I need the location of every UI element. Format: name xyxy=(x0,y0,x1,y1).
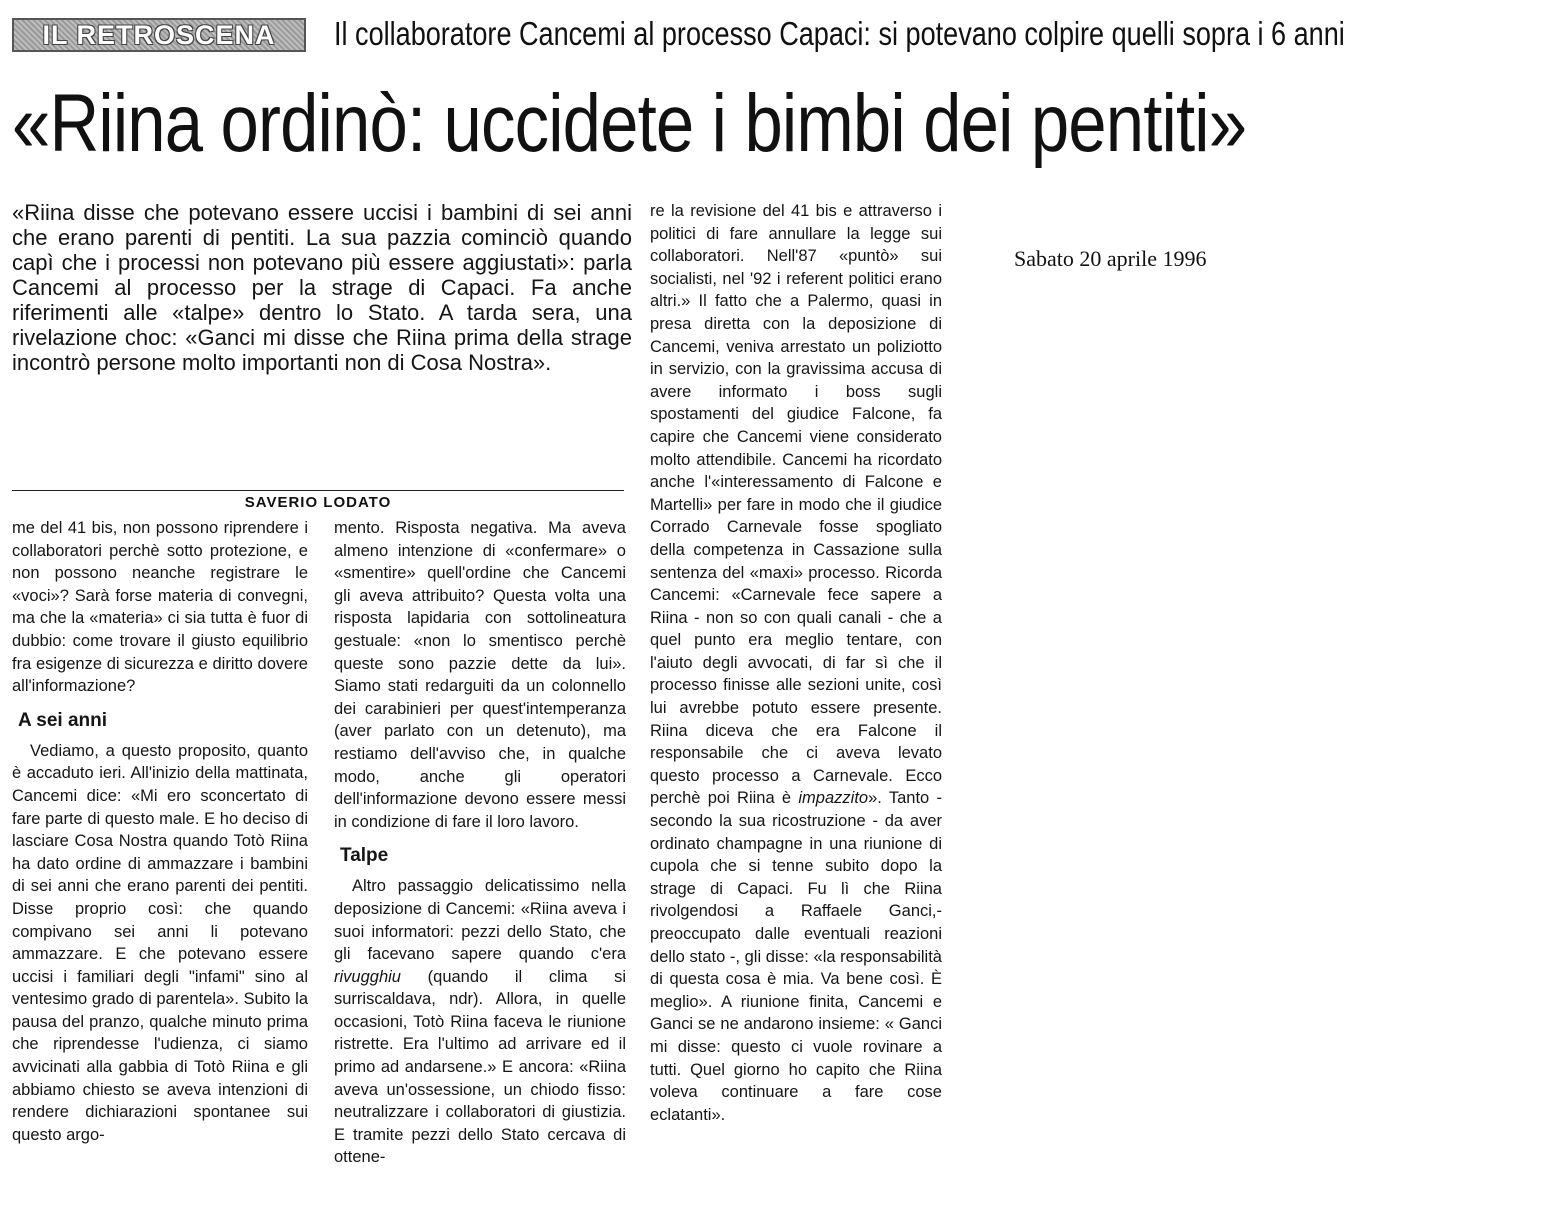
paragraph: mento. Risposta negativa. Ma aveva almeno intenzione di «confermare» o «smentire» quell'ordine che Cancemi gli aveva attribuito? Questa volta una risposta lapidaria con sottolineatura gestuale: «non lo smentisco perchè queste sono pazzie dette da lui». Siamo stati redarguiti da un colonnello dei carabinieri per quest'intemperanza (aver parlato con un detenuto), ma restiamo dell'avviso che, in qualche modo, anche gli operatori dell'informazione devono essere messi in condizione di fare il loro lavoro. xyxy=(334,519,626,831)
paragraph: me del 41 bis, non possono riprendere i collaboratori perchè sotto protezione, e non possono neanche registrare le «voci»? Sarà forse materia di convegni, ma che la «materia» ci sia tutta è fuor di dubbio: come trovare il giusto equilibrio fra esigenze di sicurezza e diritto dovere all'informazione? xyxy=(12,519,308,696)
section-tag: IL RETROSCENA xyxy=(12,18,306,52)
lead-paragraph: «Riina disse che potevano essere uccisi i bambini di sei anni che erano parenti di pentiti. La sua pazzia cominciò quando capì che i processi non potevano più essere aggiustati»: parla Cancemi al processo per la strage di Capaci. Fa anche riferimenti alle «talpe» dentro lo Stato. A tarda sera, una rivelazione choc: «Ganci mi disse che Riina prima della strage incontrò persone molto importanti non di Cosa Nostra». xyxy=(12,200,632,375)
article-column-1 xyxy=(12,517,308,1146)
kicker-subtitle: Il collaboratore Cancemi al processo Capaci: si potevano colpire quelli sopra i 6 anni xyxy=(334,15,1345,52)
article-column-2 xyxy=(334,517,626,1169)
italic-term: rivugghiu xyxy=(334,967,401,986)
paragraph xyxy=(650,200,942,1126)
subheading-talpe: Talpe xyxy=(340,845,389,867)
byline: SAVERIO LODATO xyxy=(244,494,392,511)
paragraph xyxy=(334,875,626,1169)
text-run: re la revisione del 41 bis e attraverso i politici di fare annullare la legge sui collaboratori. Nell'87 «puntò» sui socialisti, nel '92 i referent politici erano altri.» Il fatto che a Palermo, quasi in presa diretta con la deposizione di Cancemi, veniva arrestato un poliziotto in servizio, con la gravissima accusa di avere informato i boss sugli spostamenti del giudice Falcone, fa capire che Cancemi viene considerato molto attendibile. Cancemi ha ricordato anche l'«interessamento di Falcone e Martelli» per fare in modo che il giudice Corrado Carnevale fosse spogliato della competenza in Cassazione sulla sentenza del «maxi» processo. Ricorda Cancemi: «Carnevale fece sapere a Riina - non so con quali canali - che a quel punto era meglio tentare, con l'aiuto degli avvocati, di far sì che il processo finisse alle sezioni unite, così lui avrebbe potuto essere presente. Riina diceva che era Falcone il responsabile che ci aveva levato questo processo a Carnevale. Ecco perchè poi Riina è xyxy=(650,202,942,808)
article-column-3 xyxy=(650,200,942,1126)
headline: «Riina ordinò: uccidete i bimbi dei pentiti» xyxy=(12,78,1247,169)
subheading-a-sei-anni: A sei anni xyxy=(18,709,108,731)
byline-rule xyxy=(12,490,624,491)
text-run: Altro passaggio delicatissimo nella deposizione di Cancemi: «Riina aveva i suoi informatori: pezzi dello Stato, che gli facevano sapere quando c'era xyxy=(334,877,626,964)
text-run: ». Tanto -secondo la sua ricostruzione - da aver ordinato champagne in una riunione di cupola che si tenne subito dopo la strage di Capaci. Fu lì che Riina rivolgendosi a Raffaele Ganci,- preoccupato dalle eventuali reazioni dello stato -, gli disse: «la responsabilità di questa cosa è mia. Va bene così. È meglio». A riunione finita, Cancemi e Ganci se ne andarono insieme: « Ganci mi disse: questo ci vuole rovinare a tutti. Quel giorno ho capito che Riina voleva continuare a fare cose eclatanti». xyxy=(650,789,942,1124)
italic-term: impazzito xyxy=(798,789,869,808)
text-run: (quando il clima si surriscaldava, ndr). Allora, in quelle occasioni, Totò Riina faceva le riunione ristrette. Era l'ultimo ad arrivare ed il primo ad andarsene.» E ancora: «Riina aveva un'ossessione, un chiodo fisso: neutralizzare i collaboratori di giustizia. E tramite pezzi dello Stato cercava di ottene- xyxy=(334,967,626,1167)
paragraph: Vediamo, a questo proposito, quanto è accaduto ieri. All'inizio della mattinata, Cancemi dice: «Mi ero sconcertato di fare parte di questo male. E ho deciso di lasciare Cosa Nostra quando Totò Riina ha dato ordine di ammazzare i bambini di sei anni che erano parenti dei pentiti. Disse proprio così: che quando compivano sei anni li potevano ammazzare. E che potevano essere uccisi i familiari degli "infami" sino al ventesimo grado di parentela». Subito la pausa del pranzo, qualche minuto prima che riprendesse l'udienza, ci siamo avvicinati alla gabbia di Totò Riina e gli abbiamo chiesto se aveva intenzioni di rendere dichiarazioni spontanee sui questo argo- xyxy=(12,741,308,1144)
publication-date: Sabato 20 aprile 1996 xyxy=(1014,246,1207,271)
